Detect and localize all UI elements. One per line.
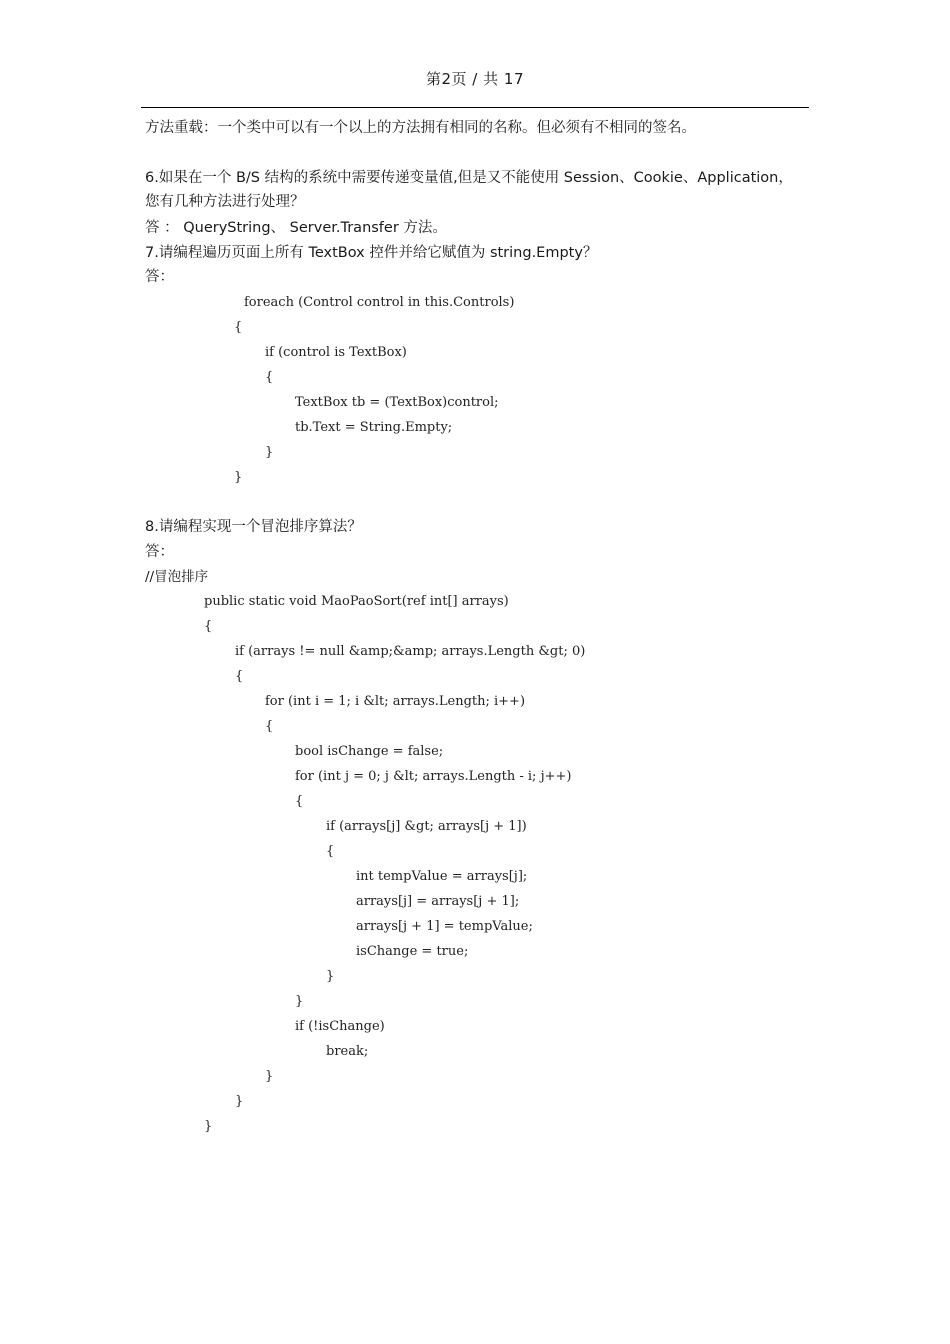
answer-7-label: 答： [145, 269, 174, 285]
code-line: } [326, 969, 335, 984]
page-number-header: 第2页 / 共 17 [426, 70, 524, 88]
code-line: TextBox tb = (TextBox)control; [295, 395, 499, 410]
code-line: arrays[j + 1] = tempValue; [356, 919, 533, 934]
code-line: tb.Text = String.Empty; [295, 420, 453, 435]
code-line: public static void MaoPaoSort(ref int[] arrays) [204, 594, 509, 609]
code-line: } [235, 1094, 244, 1109]
code-line: { [234, 320, 243, 335]
code-line: { [265, 370, 274, 385]
question-8: 8.请编程实现一个冒泡排序算法？ [145, 519, 362, 535]
code-line: if (!isChange) [295, 1019, 385, 1034]
answer-8-label: 答： [145, 544, 174, 560]
code-line: for (int j = 0; j &lt; arrays.Length - i; j++) [295, 769, 572, 784]
code-line: { [265, 719, 274, 734]
code-line: } [265, 445, 274, 460]
code-line: for (int i = 1; i &lt; arrays.Length; i++) [265, 694, 526, 709]
code-line: int tempValue = arrays[j]; [356, 869, 528, 884]
code-line: if (arrays != null &amp;&amp; arrays.Length &gt; 0) [235, 644, 586, 659]
code-line: { [204, 619, 213, 634]
code-line: } [265, 1069, 274, 1084]
code-line: if (arrays[j] &gt; arrays[j + 1]) [326, 819, 527, 834]
question-6-line-2: 您有几种方法进行处理？ [145, 194, 305, 210]
code-line: bool isChange = false; [295, 744, 444, 759]
code-line: foreach (Control control in this.Controls) [244, 295, 515, 310]
header-divider [141, 107, 809, 108]
code-line: arrays[j] = arrays[j + 1]; [356, 894, 520, 909]
code-line: break; [326, 1044, 369, 1059]
code-line: { [295, 794, 304, 809]
code-line: isChange = true; [356, 944, 469, 959]
code-comment: //冒泡排序 [145, 569, 209, 585]
code-line: } [295, 994, 304, 1009]
code-line: { [235, 669, 244, 684]
code-line: } [234, 470, 243, 485]
code-line: if (control is TextBox) [265, 345, 407, 360]
method-overload-text: 方法重载：一个类中可以有一个以上的方法拥有相同的名称。但必须有不相同的签名。 [145, 120, 696, 136]
question-6-line-1: 6.如果在一个 B/S 结构的系统中需要传递变量值,但是又不能使用 Session、Cookie、Application， [145, 170, 793, 186]
answer-6: 答 ： QueryString、 Server.Transfer 方法。 [145, 220, 447, 236]
code-line: } [204, 1119, 213, 1134]
code-line: { [326, 844, 335, 859]
question-7: 7.请编程遍历页面上所有 TextBox 控件并给它赋值为 string.Empty？ [145, 245, 598, 261]
